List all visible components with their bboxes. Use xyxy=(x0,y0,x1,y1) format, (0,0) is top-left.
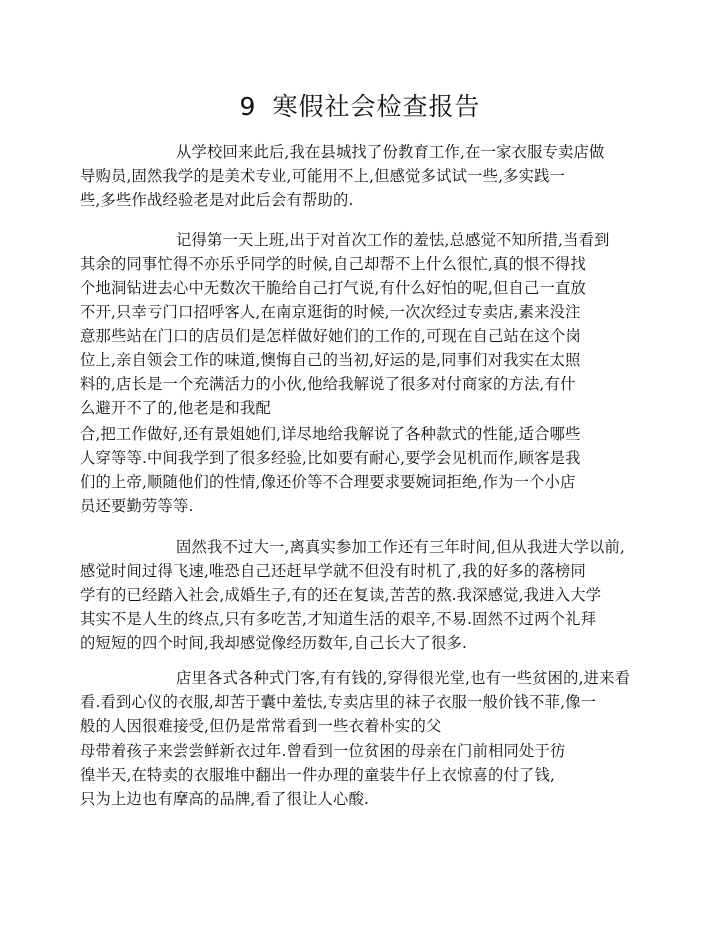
paragraph-line: 料的,店长是一个充满活力的小伙,他给我解说了很多对付商家的方法,有什 xyxy=(80,375,576,393)
paragraph-line: 个地洞钻进去心中无数次干脆给自己打气说,有什么好怕的呢,但自己一直放 xyxy=(80,279,587,297)
paragraph-2 xyxy=(80,228,640,420)
paragraph-line: 员还要勤劳等等. xyxy=(80,497,194,515)
paragraph-line: 店里各式各种式门客,有有钱的,穿得很光堂,也有一些贫困的,进来看 xyxy=(176,669,631,687)
paragraph-line: 其余的同事忙得不亦乐乎同学的时候,自己却帮不上什么很忙,真的恨不得找 xyxy=(80,255,587,273)
paragraph-5 xyxy=(80,666,640,738)
paragraph-line: 不开,只幸亏门口招呼客人,在南京逛街的时候,一次次经过专卖店,素来没注 xyxy=(80,303,581,321)
paragraph-line: 学有的已经踏入社会,成婚生子,有的还在复读,苦苦的熬.我深感觉,我进入大学 xyxy=(80,586,602,604)
paragraph-line: 的短短的四个时间,我却感觉像经历数年,自己长大了很多. xyxy=(80,634,468,652)
title-number: 9 xyxy=(239,92,257,121)
paragraph-3 xyxy=(80,422,640,518)
paragraph-line: 记得第一天上班,出于对首次工作的羞怯,总感觉不知所措,当看到 xyxy=(176,231,610,249)
paragraph-line: 导购员,固然我学的是美术专业,可能用不上,但感觉多试试一些,多实践一 xyxy=(80,167,566,185)
paragraph-line: 从学校回来此后,我在县城找了份教育工作,在一家衣服专卖店做 xyxy=(176,143,605,161)
paragraph-line: 徨半天,在特卖的衣服堆中翻出一件办理的童装牛仔上衣惊喜的付了钱, xyxy=(80,766,556,784)
paragraph-line: 其实不是人生的终点,只有多吃苦,才知道生活的艰辛,不易.固然不过两个礼拜 xyxy=(80,610,597,628)
paragraph-line: 位上,亲自领会工作的味道,懊悔自己的当初,好运的是,同事们对我实在太照 xyxy=(80,351,581,369)
paragraph-line: 感觉时间过得飞速,唯恐自己还赶早学就不但没有时机了,我的好多的落榜同 xyxy=(80,562,587,580)
paragraph-1 xyxy=(80,140,640,212)
paragraph-line: 只为上边也有摩高的品牌,看了很让人心酸. xyxy=(80,790,370,808)
paragraph-line: 固然我不过大一,离真实参加工作还有三年时间,但从我进大学以前, xyxy=(176,538,626,556)
paragraph-line: 看.看到心仪的衣服,却苦于囊中羞怯,专卖店里的袜子衣服一般价钱不菲,像一 xyxy=(80,693,597,711)
title-text: 寒假社会检查报告 xyxy=(272,92,481,121)
paragraph-line: 合,把工作做好,还有景姐她们,详尽地给我解说了各种款式的性能,适合哪些 xyxy=(80,425,581,443)
paragraph-line: 们的上帝,顺随他们的性情,像还价等不合理要求要婉词拒绝,作为一个小店 xyxy=(80,473,576,491)
paragraph-line: 意那些站在门口的店员们是怎样做好她们的工作的,可现在自己站在这个岗 xyxy=(80,327,581,345)
paragraph-4 xyxy=(80,535,640,655)
paragraph-line: 人穿等等.中间我学到了很多经验,比如要有耐心,要学会见机而作,顾客是我 xyxy=(80,449,581,467)
page-title xyxy=(0,90,720,124)
paragraph-line: 母带着孩子来尝尝鲜新衣过年.曾看到一位贫困的母亲在门前相同处于彷 xyxy=(80,742,566,760)
paragraph-6 xyxy=(80,739,640,811)
paragraph-line: 些,多些作战经验老是对此后会有帮助的. xyxy=(80,191,354,209)
paragraph-line: 般的人因很难接受,但仍是常常看到一些衣着朴实的父 xyxy=(80,717,442,735)
paragraph-line: 么避开不了的,他老是和我配 xyxy=(80,399,272,417)
